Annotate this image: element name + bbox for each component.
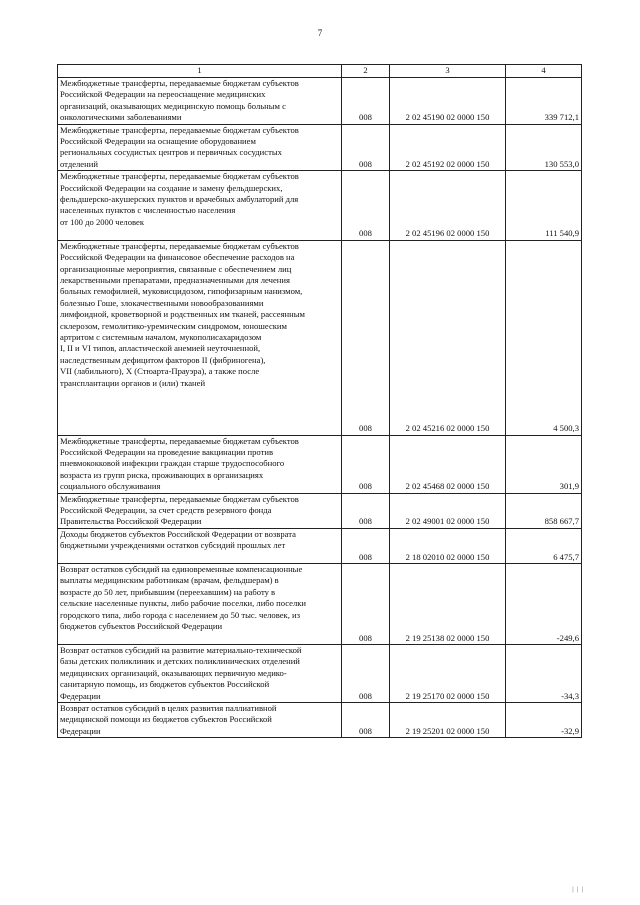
description-line: санитарную помощь, из бюджетов субъектов Российской <box>60 679 270 690</box>
table-row <box>58 644 582 702</box>
admin-code: 008 <box>342 435 390 493</box>
description-line: Межбюджетные трансферты, передаваемые бюджетам субъектов <box>60 124 299 135</box>
description-line <box>60 552 339 563</box>
description-line: Доходы бюджетов субъектов Российской Федерации от возврата <box>60 528 296 539</box>
table-row <box>58 528 582 563</box>
table-row <box>58 493 582 528</box>
description-line: Межбюджетные трансферты, передаваемые бюджетам субъектов <box>60 493 299 504</box>
description-line: VII (лабильного), X (Стюарта-Прауэра), а также после <box>60 366 260 377</box>
description-line: сельские населенные пункты, либо рабочие поселки, либо поселки <box>60 598 307 609</box>
description-line: Возврат остатков субсидий на единовременные компенсационные <box>60 564 303 575</box>
kbk-code: 2 02 45216 02 0000 150 <box>390 240 506 435</box>
row-description <box>58 124 342 171</box>
description-line: артритом с системным началом, мукополисахаридозом <box>60 331 262 342</box>
table-row <box>58 564 582 645</box>
amount: 111 540,9 <box>506 171 582 240</box>
description-line: городского типа, либо города с населением до 50 тыс. человек, из <box>60 609 301 620</box>
table-row <box>58 78 582 125</box>
description-line: Возврат остатков субсидий на развитие материально-технической <box>60 644 302 655</box>
admin-code: 008 <box>342 702 390 737</box>
kbk-code: 2 02 45196 02 0000 150 <box>390 171 506 240</box>
description-line: наследственным дефицитом факторов II (фибриногена), <box>60 354 266 365</box>
description-line: организационные мероприятия, связанные с обеспечением лиц <box>60 263 292 274</box>
description-line: Российской Федерации на оснащение оборудованием <box>60 136 256 147</box>
admin-code: 008 <box>342 78 390 125</box>
kbk-code: 2 02 45190 02 0000 150 <box>390 78 506 125</box>
description-line: Российской Федерации на финансовое обеспечение расходов на <box>60 252 295 263</box>
table-row <box>58 124 582 171</box>
table-row <box>58 240 582 435</box>
description-line: Российской Федерации на проведение вакцинации против <box>60 447 274 457</box>
description-line <box>60 633 339 644</box>
description-line: больных гемофилией, муковисцидозом, гипофизарным нанизмом, <box>60 286 303 297</box>
amount: 6 475,7 <box>506 528 582 563</box>
description-line: фельдшерско-акушерских пунктов и врачебных амбулаторий для <box>60 194 299 205</box>
row-description <box>58 564 342 645</box>
header-row <box>58 65 582 78</box>
description-line: Межбюджетные трансферты, передаваемые бюджетам субъектов <box>60 171 299 182</box>
description-line <box>60 412 339 423</box>
description-line: пневмококковой инфекции граждан старше трудоспособного <box>60 458 285 469</box>
page-number: 7 <box>317 28 323 38</box>
description-line <box>60 423 339 434</box>
row-description <box>58 435 342 493</box>
kbk-code: 2 19 25201 02 0000 150 <box>390 702 506 737</box>
row-description <box>58 644 342 702</box>
description-line: I, II и VI типов, апластической анемией неуточненной, <box>60 343 261 354</box>
amount: -249,6 <box>506 564 582 645</box>
description-line: Межбюджетные трансферты, передаваемые бюджетам субъектов <box>60 240 299 251</box>
description-line: бюджетными учреждениями остатков субсидий прошлых лет <box>60 540 286 551</box>
column-header: 1 <box>58 65 342 78</box>
description-line: базы детских поликлиник и детских поликлинических отделений <box>60 656 300 667</box>
table-row <box>58 702 582 737</box>
amount: -34,3 <box>506 644 582 702</box>
table-row <box>58 435 582 493</box>
column-header: 3 <box>390 65 506 78</box>
amount: 130 553,0 <box>506 124 582 171</box>
kbk-code: 2 19 25170 02 0000 150 <box>390 644 506 702</box>
admin-code: 008 <box>342 171 390 240</box>
row-description <box>58 240 342 435</box>
kbk-code: 2 02 45468 02 0000 150 <box>390 435 506 493</box>
amount: 4 500,3 <box>506 240 582 435</box>
admin-code: 008 <box>342 124 390 171</box>
row-description <box>58 171 342 240</box>
kbk-code: 2 18 02010 02 0000 150 <box>390 528 506 563</box>
description-line: Федерации <box>60 725 101 736</box>
amount: -32,9 <box>506 702 582 737</box>
description-line: Правительства Российской Федерации <box>60 516 202 527</box>
description-line: региональных сосудистых центров и первичных сосудистых <box>60 147 282 158</box>
column-header: 4 <box>506 65 582 78</box>
description-line: Российской Федерации, за счет средств резервного фонда <box>60 505 272 516</box>
column-header: 2 <box>342 65 390 78</box>
description-line: от 100 до 2000 человек <box>60 216 144 227</box>
admin-code: 008 <box>342 644 390 702</box>
description-line: трансплантации органов и (или) тканей <box>60 377 206 388</box>
description-line: болезнью Гоше, злокачественными новообразованиями <box>60 297 264 308</box>
description-line <box>60 400 339 411</box>
description-line: медицинской помощи из бюджетов субъектов Российской <box>60 714 272 725</box>
amount: 339 712,1 <box>506 78 582 125</box>
kbk-code: 2 02 49001 02 0000 150 <box>390 493 506 528</box>
row-description <box>58 702 342 737</box>
description-line: возраста из групп риска, проживающих в организациях <box>60 469 264 480</box>
admin-code: 008 <box>342 528 390 563</box>
description-line: населенных пунктов с численностью населения <box>60 205 236 216</box>
description-line: Межбюджетные трансферты, передаваемые бюджетам субъектов <box>60 435 299 446</box>
amount: 858 667,7 <box>506 493 582 528</box>
description-line: медицинских организаций, оказывающих первичную медико- <box>60 667 287 678</box>
description-line: Федерации <box>60 690 101 701</box>
row-description <box>58 493 342 528</box>
description-line: Российской Федерации на создание и замену фельдшерских, <box>60 182 283 193</box>
description-line: выплаты медицинским работникам (врачам, фельдшерам) в <box>60 575 279 586</box>
description-line: лимфоидной, кроветворной и родственных им тканей, рассеянным <box>60 309 305 320</box>
description-line <box>60 389 339 400</box>
admin-code: 008 <box>342 493 390 528</box>
revenue-table <box>57 64 582 738</box>
row-description <box>58 78 342 125</box>
description-line: склерозом, гемолитико-уремическим синдромом, юношеским <box>60 320 287 331</box>
description-line: отделений <box>60 158 98 169</box>
description-line: бюджетов субъектов Российской Федерации <box>60 621 223 632</box>
description-line: социального обслуживания <box>60 481 161 492</box>
kbk-code: 2 19 25138 02 0000 150 <box>390 564 506 645</box>
description-line: Межбюджетные трансферты, передаваемые бюджетам субъектов <box>60 78 299 88</box>
description-line: лекарственными препаратами, предназначенными для лечения <box>60 274 290 285</box>
scan-mark: | | | <box>572 887 584 893</box>
amount: 301,9 <box>506 435 582 493</box>
row-description <box>58 528 342 563</box>
admin-code: 008 <box>342 240 390 435</box>
description-line: Российской Федерации на переоснащение медицинских <box>60 89 266 100</box>
kbk-code: 2 02 45192 02 0000 150 <box>390 124 506 171</box>
description-line: возрасте до 50 лет, прибывшим (переехавшим) на работу в <box>60 586 276 597</box>
description-line: организаций, оказывающих медицинскую помощь больным с <box>60 100 286 111</box>
admin-code: 008 <box>342 564 390 645</box>
table-row <box>58 171 582 240</box>
description-line: онкологическими заболеваниями <box>60 112 182 123</box>
description-line: Возврат остатков субсидий в целях развития паллиативной <box>60 702 277 713</box>
description-line <box>60 228 339 239</box>
